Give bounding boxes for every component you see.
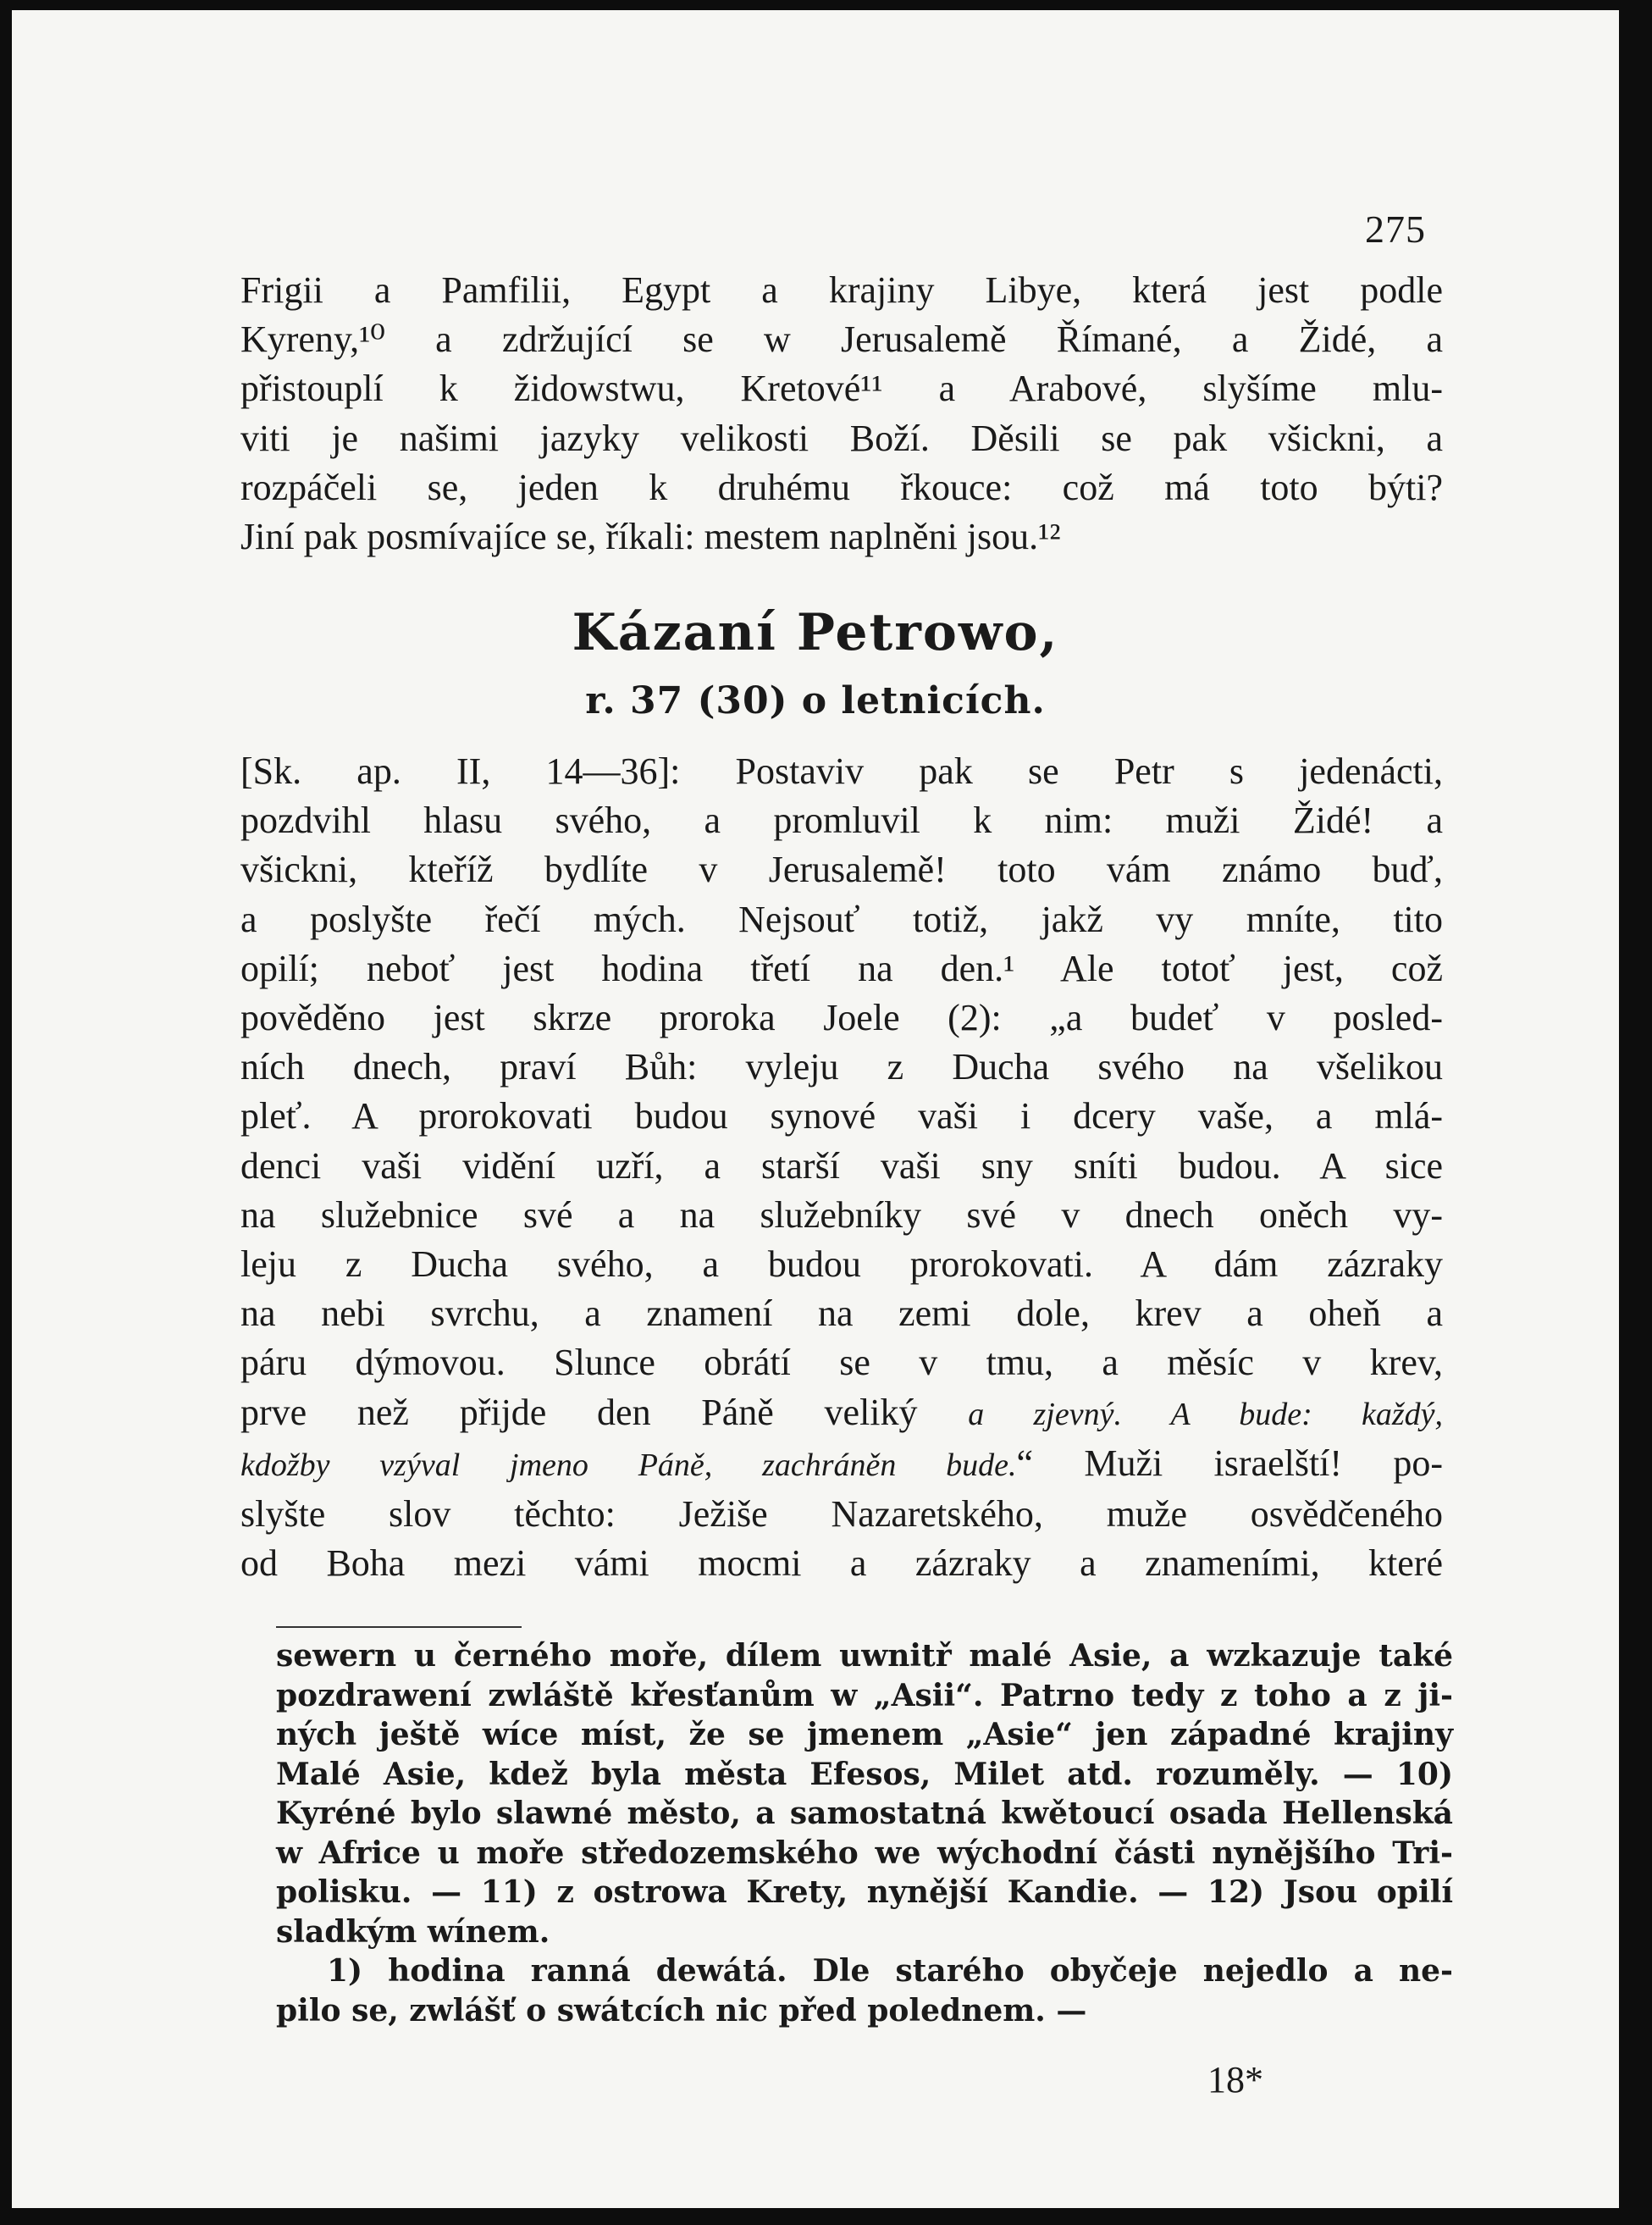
footnote-line: 1) hodina ranná dewátá. Dle starého obyčeje nejedlo a ne- — [327, 1953, 1453, 1989]
footnotes — [276, 1636, 1453, 2030]
text-italic: a zjevný. A bude: každý, — [968, 1396, 1444, 1432]
footnote-line: polisku. — 11) z ostrowa Krety, nynější Kandie. — 12) Jsou opilí — [276, 1874, 1453, 1910]
text-line: pozdvihl hlasu svého, a promluvil k nim: muži Židé! a — [240, 800, 1443, 842]
text-line: páru dýmovou. Slunce obrátí se v tmu, a měsíc v krev, — [240, 1342, 1443, 1384]
footnote-line: pilo se, zwlášť o swátcích nic před polednem. — — [276, 1992, 1087, 2029]
text-line: a poslyšte řečí mých. Nejsouť totiž, jakž vy mníte, tito — [240, 898, 1443, 940]
footnote-line: Kyréné bylo slawné město, a samostatná kwětoucí osada Hellenská — [276, 1796, 1453, 1831]
section-subheading: r. 37 (30) o letnicích. — [585, 679, 1046, 722]
text-line: ních dnech, praví Bůh: vyleju z Ducha svého na všelikou — [240, 1046, 1443, 1088]
signature-mark: 18* — [1207, 2059, 1263, 2100]
footnote-line: ných ještě wíce míst, že se jmenem „Asie“ jen západné krajiny — [276, 1717, 1453, 1752]
text-line: denci vaši vidění uzří, a starší vaši sny sníti budou. A sice — [240, 1144, 1443, 1187]
text-line: rozpáčeli se, jeden k druhému řkouce: což má toto býti? — [240, 466, 1443, 508]
text-line: slyšte slov těchto: Ježiše Nazaretského, muže osvědčeného — [240, 1493, 1443, 1536]
footnote-rule — [276, 1626, 522, 1628]
text-line: všickni, kteříž bydlíte v Jerusalemě! toto vám známo buď, — [240, 849, 1443, 891]
text-line: viti je našimi jazyky velikosti Boží. Děsili se pak všickni, a — [240, 417, 1443, 459]
text-line: na nebi svrchu, a znamení na zemi dole, krev a oheň a — [240, 1292, 1443, 1335]
footnote-line: w Africe u moře středozemského we wýchodní části nynějšího Tri- — [276, 1835, 1453, 1871]
text-line: přistouplí k židowstwu, Kretové¹¹ a Arabové, slyšíme mlu- — [240, 368, 1443, 410]
text-line: opilí; neboť jest hodina třetí na den.¹ Ale totoť jest, což — [240, 947, 1443, 989]
text-line: leju z Ducha svého, a budou prorokovati. A dám zázraky — [240, 1243, 1443, 1286]
text-line-mixed — [240, 1388, 1443, 1439]
text-line: Frigii a Pamfilii, Egypt a krajiny Libye, která jest podle — [240, 269, 1443, 311]
text-line-mixed — [240, 1439, 1443, 1490]
footnote-line: pozdrawení zwláště křesťanům w „Asii“. Patrno tedy z toho a z ji- — [276, 1677, 1453, 1713]
footnote-line: sewern u černého moře, dílem uwnitř malé Asie, a wzkazuje také — [276, 1638, 1453, 1674]
section-heading: Kázaní Petrowo, — [572, 603, 1059, 662]
scan-border — [0, 0, 12, 2225]
footnote-line: sladkým wínem. — [276, 1913, 550, 1950]
text-roman: “ Muži israelští! po- — [1016, 1442, 1443, 1484]
text-line: [Sk. ap. II, 14—36]: Postaviv pak se Petr s jedenácti, — [240, 750, 1443, 792]
text-line: Kyreny,¹⁰ a zdržující se w Jerusalemě Římané, a Židé, a — [240, 318, 1443, 361]
text-line: na služebnice své a na služebníky své v dnech oněch vy- — [240, 1193, 1443, 1236]
sermon-paragraph — [240, 747, 1443, 1588]
book-page — [12, 10, 1619, 2208]
text-line: Jiní pak posmívajíce se, říkali: mestem naplněni jsou.¹² — [240, 516, 1061, 558]
text-line: pleť. A prorokovati budou synové vaši i dcery vaše, a mlá- — [240, 1095, 1443, 1137]
text-roman: prve než přijde den Páně veliký — [240, 1391, 918, 1433]
text-line: pověděno jest skrze proroka Joele (2): „a budeť v posled- — [240, 997, 1443, 1039]
footnote-line: Malé Asie, kdež byla města Efesos, Milet atd. rozuměly. — 10) — [276, 1756, 1453, 1792]
page-number: 275 — [1365, 208, 1426, 251]
text-line: od Boha mezi vámi mocmi a zázraky a znameními, které — [240, 1542, 1443, 1585]
text-italic: kdožby vzýval jmeno Páně, zachráněn bude. — [240, 1447, 1017, 1483]
paragraph-continuation — [240, 266, 1443, 562]
